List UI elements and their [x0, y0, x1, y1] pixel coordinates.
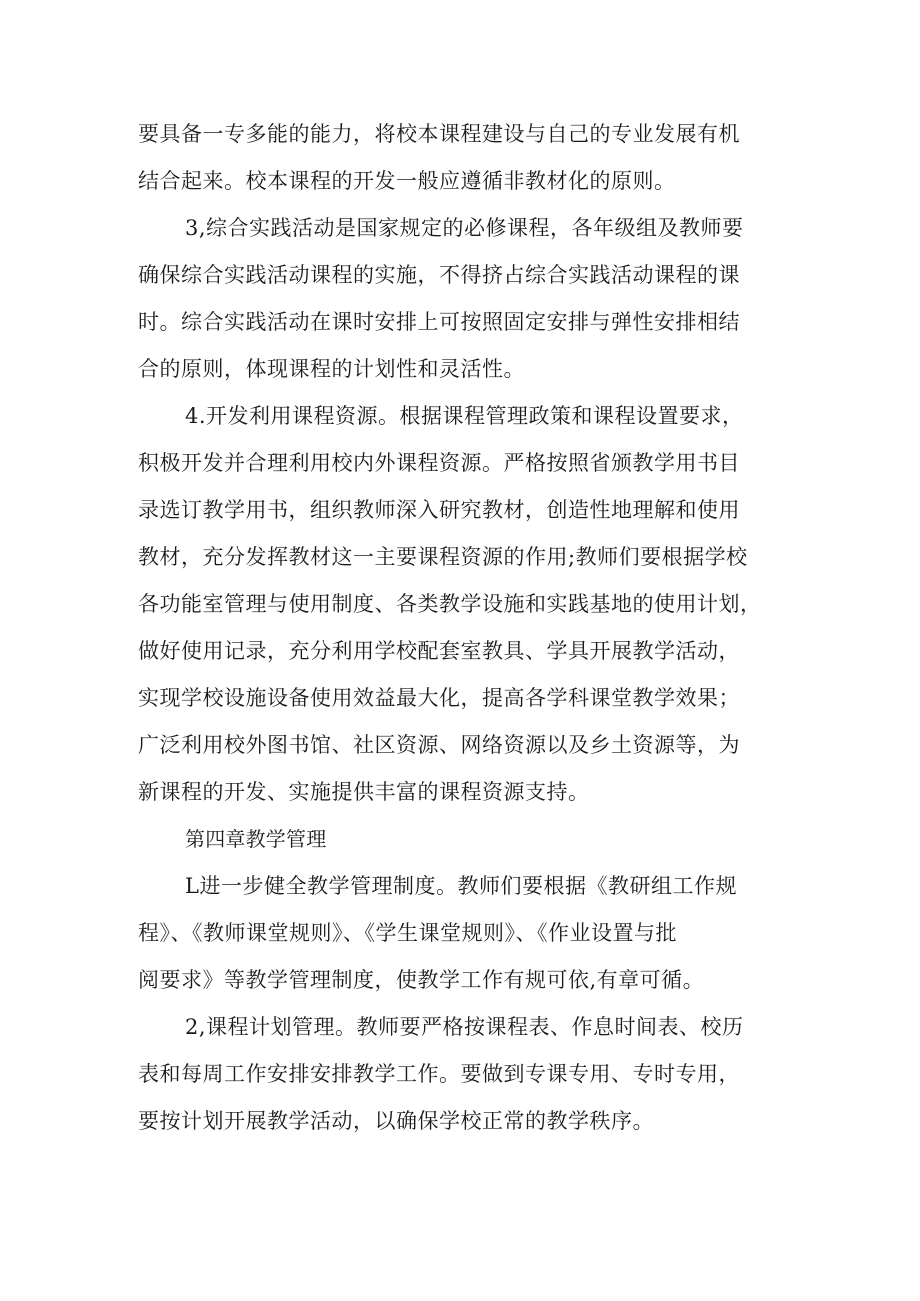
chapter-heading: 第四章教学管理 — [185, 827, 327, 851]
text-line: 要具备一专多能的能力，将校本课程建设与自己的专业发展有机 — [138, 122, 740, 146]
text-line: 积极开发并合理利用校内外课程资源。严格按照省颁教学用书目 — [138, 451, 740, 475]
text-line: 阅要求》等教学管理制度，使教学工作有规可依,有章可循。 — [138, 968, 705, 992]
text-line: 结合起来。校本课程的开发一般应遵循非教材化的原则。 — [138, 169, 676, 193]
text-line: 合的原则，体现课程的计划性和灵活性。 — [138, 357, 525, 381]
text-line: 3,综合实践活动是国家规定的必修课程，各年级组及教师要 — [185, 216, 744, 240]
text-line: 教材，充分发挥教材这一主要课程资源的作用;教师们要根据学校 — [138, 545, 748, 569]
text-line: L进一步健全教学管理制度。教师们要根据《教研组工作规 — [185, 874, 737, 898]
text-line: 2,课程计划管理。教师要严格按课程表、作息时间表、校历 — [185, 1015, 744, 1039]
text-line: 广泛利用校外图书馆、社区资源、网络资源以及乡土资源等，为 — [138, 733, 740, 757]
text-line: 做好使用记录，充分利用学校配套室教具、学具开展教学活动， — [138, 639, 740, 663]
text-line: 实现学校设施设备使用效益最大化，提高各学科课堂教学效果； — [138, 686, 740, 710]
text-line: 录选订教学用书，组织教师深入研究教材，创造性地理解和使用 — [138, 498, 740, 522]
text-line: 4.开发利用课程资源。根据课程管理政策和课程设置要求， — [185, 404, 744, 428]
text-line: 确保综合实践活动课程的实施，不得挤占综合实践活动课程的课 — [138, 263, 740, 287]
text-line: 新课程的开发、实施提供丰富的课程资源支持。 — [138, 780, 590, 804]
text-line: 程》、《教师课堂规则》、《学生课堂规则》、《作业设置与批 — [138, 921, 677, 945]
text-line: 要按计划开展教学活动，以确保学校正常的教学秩序。 — [138, 1109, 654, 1133]
text-line: 时。综合实践活动在课时安排上可按照固定安排与弹性安排相结 — [138, 310, 740, 334]
text-line: 各功能室管理与使用制度、各类教学设施和实践基地的使用计划， — [138, 592, 762, 616]
text-line: 表和每周工作安排安排教学工作。要做到专课专用、专时专用， — [138, 1062, 740, 1086]
